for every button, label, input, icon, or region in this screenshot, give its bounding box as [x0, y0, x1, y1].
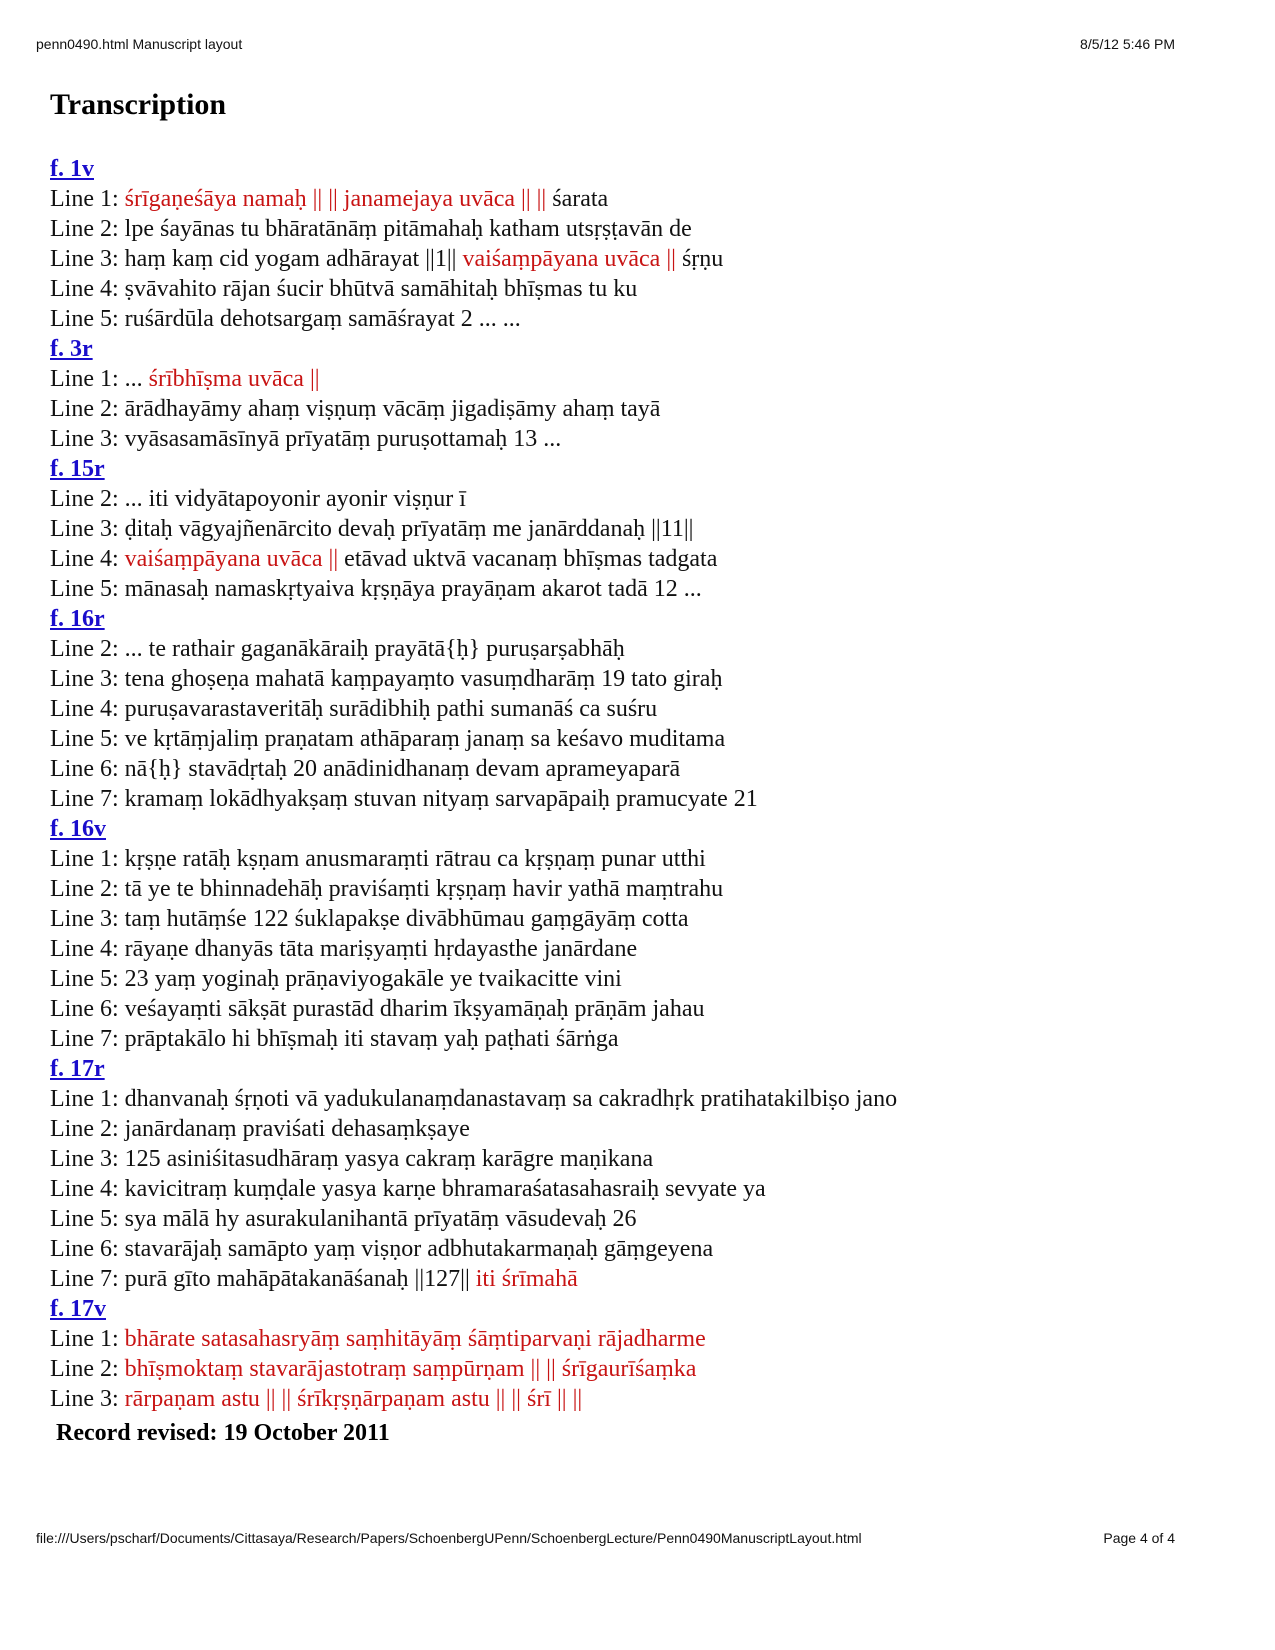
transcription-line — [50, 244, 1190, 274]
transcription-line — [50, 544, 1190, 574]
line-text: 23 yaṃ yoginaḥ prāṇaviyogakāle ye tvaikacitte vini — [124, 966, 622, 992]
line-label: Line 2: — [50, 636, 119, 662]
print-header-datetime: 8/5/12 5:46 PM — [1080, 36, 1175, 52]
line-text: ḍitaḥ vāgyajñenārcito devaḥ prīyatāṃ me janārddanaḥ ||11|| — [124, 516, 694, 542]
folio-section — [50, 454, 1190, 604]
rubric-text: rārpaṇam astu || || śrīkṛṣṇārpaṇam astu || || śrī || || — [124, 1386, 583, 1412]
folio-link[interactable]: f. 17v — [50, 1296, 106, 1322]
transcription-line — [50, 214, 1190, 244]
transcription-line — [50, 1264, 1190, 1294]
folio-link[interactable]: f. 16v — [50, 816, 106, 842]
line-text: janārdanaṃ praviśati dehasaṃkṣaye — [124, 1116, 470, 1142]
line-text: prāptakālo hi bhīṣmaḥ iti stavaṃ yaḥ paṭhati śārṅga — [124, 1026, 619, 1052]
folio-section — [50, 604, 1190, 814]
transcription-line — [50, 484, 1190, 514]
print-footer-page-number: Page 4 of 4 — [1103, 1530, 1175, 1546]
transcription-line — [50, 394, 1190, 424]
line-text: ve kṛtāṃjaliṃ praṇatam athāparaṃ janaṃ sa keśavo muditama — [124, 726, 726, 752]
line-text: purā gīto mahāpātakanāśanaḥ ||127|| — [124, 1266, 476, 1292]
folio-section — [50, 334, 1190, 454]
document-content — [50, 86, 1190, 1448]
line-text: tā ye te bhinnadehāḥ praviśaṃti kṛṣṇaṃ havir yathā maṃtrahu — [124, 876, 724, 902]
line-text: veśayaṃti sākṣāt purastād dharim īkṣyamāṇaḥ prāṇām jahau — [124, 996, 705, 1022]
print-header — [36, 36, 1175, 56]
transcription-line — [50, 274, 1190, 304]
line-text: ... iti vidyātapoyonir ayonir viṣṇur ī — [124, 486, 466, 512]
line-text: śarata — [546, 186, 609, 212]
line-label: Line 6: — [50, 996, 119, 1022]
line-text: śṛṇu — [675, 246, 724, 272]
transcription-line — [50, 844, 1190, 874]
line-label: Line 4: — [50, 1176, 119, 1202]
transcription-line — [50, 514, 1190, 544]
line-text: 125 asiniśitasudhāraṃ yasya cakraṃ karāgre maṇikana — [124, 1146, 654, 1172]
transcription-line — [50, 364, 1190, 394]
folio-section — [50, 1294, 1190, 1414]
transcription-line — [50, 904, 1190, 934]
line-label: Line 3: — [50, 516, 119, 542]
transcription-line — [50, 724, 1190, 754]
transcription-line — [50, 1324, 1190, 1354]
transcription-line — [50, 1384, 1190, 1414]
line-label: Line 2: — [50, 1356, 119, 1382]
transcription-line — [50, 964, 1190, 994]
transcription-line — [50, 1174, 1190, 1204]
folio-link[interactable]: f. 3r — [50, 336, 93, 362]
folio-link[interactable]: f. 16r — [50, 606, 105, 632]
line-text: dhanvanaḥ śṛṇoti vā yadukulanaṃdanastavaṃ sa cakradhṛk pratihatakilbiṣo jano — [124, 1086, 898, 1112]
folio-list — [50, 154, 1190, 1414]
line-label: Line 2: — [50, 1116, 119, 1142]
line-text: vyāsasamāsīnyā prīyatāṃ puruṣottamaḥ 13 ... — [124, 426, 562, 452]
line-label: Line 6: — [50, 1236, 119, 1262]
line-text: ... — [124, 366, 149, 392]
transcription-line — [50, 694, 1190, 724]
transcription-line — [50, 784, 1190, 814]
rubric-text: śrīgaṇeśāya namaḥ || || janamejaya uvāca || || — [124, 186, 547, 212]
line-label: Line 5: — [50, 726, 119, 752]
rubric-text: vaiśaṃpāyana uvāca || — [124, 546, 339, 572]
line-text: ... te rathair gaganākāraiḥ prayātā{ḥ} puruṣarṣabhāḥ — [124, 636, 625, 662]
print-footer-url: file:///Users/pscharf/Documents/Cittasaya/Research/Papers/SchoenbergUPenn/SchoenbergLecture/Penn0490ManuscriptLayout.html — [36, 1530, 862, 1546]
transcription-line — [50, 1144, 1190, 1174]
line-label: Line 3: — [50, 906, 119, 932]
record-revised: Record revised: 19 October 2011 — [56, 1420, 390, 1446]
transcription-line — [50, 1084, 1190, 1114]
transcription-line — [50, 1024, 1190, 1054]
rubric-text: iti śrīmahā — [475, 1266, 578, 1292]
line-text: tena ghoṣeṇa mahatā kaṃpayaṃto vasuṃdharāṃ 19 tato giraḥ — [124, 666, 723, 692]
line-text: kavicitraṃ kuṃḍale yasya karṇe bhramaraśatasahasraiḥ sevyate ya — [124, 1176, 766, 1202]
line-label: Line 4: — [50, 696, 119, 722]
line-label: Line 3: — [50, 426, 119, 452]
line-label: Line 5: — [50, 1206, 119, 1232]
transcription-line — [50, 184, 1190, 214]
line-label: Line 1: — [50, 186, 119, 212]
line-label: Line 2: — [50, 216, 119, 242]
transcription-line — [50, 994, 1190, 1024]
line-label: Line 5: — [50, 576, 119, 602]
line-text: mānasaḥ namaskṛtyaiva kṛṣṇāya prayāṇam akarot tadā 12 ... — [124, 576, 702, 602]
folio-link[interactable]: f. 17r — [50, 1056, 105, 1082]
rubric-text: bhārate satasahasryāṃ saṃhitāyāṃ śāṃtiparvaṇi rājadharme — [124, 1326, 706, 1352]
line-label: Line 2: — [50, 486, 119, 512]
rubric-text: śrībhīṣma uvāca || — [148, 366, 320, 392]
transcription-line — [50, 634, 1190, 664]
line-text: puruṣavarastaveritāḥ surādibhiḥ pathi sumanāś ca suśru — [124, 696, 658, 722]
transcription-line — [50, 574, 1190, 604]
transcription-line — [50, 1234, 1190, 1264]
line-label: Line 1: — [50, 366, 119, 392]
print-footer — [36, 1530, 1175, 1550]
line-text: etāvad uktvā vacanaṃ bhīṣmas tadgata — [338, 546, 718, 572]
rubric-text: bhīṣmoktaṃ stavarājastotraṃ saṃpūrṇam || || śrīgaurīśaṃka — [124, 1356, 697, 1382]
transcription-line — [50, 934, 1190, 964]
line-label: Line 2: — [50, 876, 119, 902]
line-label: Line 3: — [50, 666, 119, 692]
transcription-line — [50, 754, 1190, 784]
folio-section — [50, 814, 1190, 1054]
line-text: nā{ḥ} stavādṛtaḥ 20 anādinidhanaṃ devam aprameyaparā — [124, 756, 681, 782]
line-label: Line 5: — [50, 306, 119, 332]
line-label: Line 7: — [50, 786, 119, 812]
line-text: stavarājaḥ samāpto yaṃ viṣṇor adbhutakarmaṇaḥ gāṃgeyena — [124, 1236, 714, 1262]
line-label: Line 1: — [50, 1086, 119, 1112]
line-label: Line 6: — [50, 756, 119, 782]
line-text: ārādhayāmy ahaṃ viṣṇuṃ vācāṃ jigadiṣāmy ahaṃ tayā — [124, 396, 661, 422]
transcription-line — [50, 424, 1190, 454]
line-text: rāyaṇe dhanyās tāta mariṣyaṃti hṛdayasthe janārdane — [124, 936, 638, 962]
line-text: ruśārdūla dehotsargaṃ samāśrayat 2 ... ... — [124, 306, 521, 332]
line-text: sya mālā hy asurakulanihantā prīyatāṃ vāsudevaḥ 26 — [124, 1206, 637, 1232]
transcription-line — [50, 664, 1190, 694]
line-label: Line 3: — [50, 1146, 119, 1172]
line-text: kṛṣṇe ratāḥ kṣṇam anusmaraṃti rātrau ca kṛṣṇaṃ punar utthi — [124, 846, 706, 872]
line-label: Line 4: — [50, 546, 119, 572]
line-label: Line 7: — [50, 1026, 119, 1052]
line-text: haṃ kaṃ cid yogam adhārayat ||1|| — [124, 246, 463, 272]
folio-link[interactable]: f. 15r — [50, 456, 105, 482]
transcription-line — [50, 874, 1190, 904]
line-label: Line 4: — [50, 936, 119, 962]
rubric-text: vaiśaṃpāyana uvāca || — [462, 246, 676, 272]
folio-section — [50, 154, 1190, 334]
line-text: taṃ hutāṃśe 122 śuklapakṣe divābhūmau gaṃgāyāṃ cotta — [124, 906, 689, 932]
transcription-line — [50, 1204, 1190, 1234]
folio-link[interactable]: f. 1v — [50, 156, 94, 182]
page-title: Transcription — [50, 88, 227, 121]
print-header-title: penn0490.html Manuscript layout — [36, 36, 243, 52]
line-label: Line 5: — [50, 966, 119, 992]
line-text: kramaṃ lokādhyakṣaṃ stuvan nityaṃ sarvapāpaiḥ pramucyate 21 — [124, 786, 758, 812]
line-label: Line 7: — [50, 1266, 119, 1292]
line-label: Line 1: — [50, 1326, 119, 1352]
line-label: Line 2: — [50, 396, 119, 422]
line-label: Line 3: — [50, 1386, 119, 1412]
line-label: Line 4: — [50, 276, 119, 302]
transcription-line — [50, 1114, 1190, 1144]
line-text: ṣvāvahito rājan śucir bhūtvā samāhitaḥ bhīṣmas tu ku — [124, 276, 638, 302]
line-label: Line 1: — [50, 846, 119, 872]
transcription-line — [50, 304, 1190, 334]
transcription-line — [50, 1354, 1190, 1384]
folio-section — [50, 1054, 1190, 1294]
line-text: lpe śayānas tu bhāratānāṃ pitāmahaḥ katham utsṛṣṭavān de — [124, 216, 692, 242]
line-label: Line 3: — [50, 246, 119, 272]
